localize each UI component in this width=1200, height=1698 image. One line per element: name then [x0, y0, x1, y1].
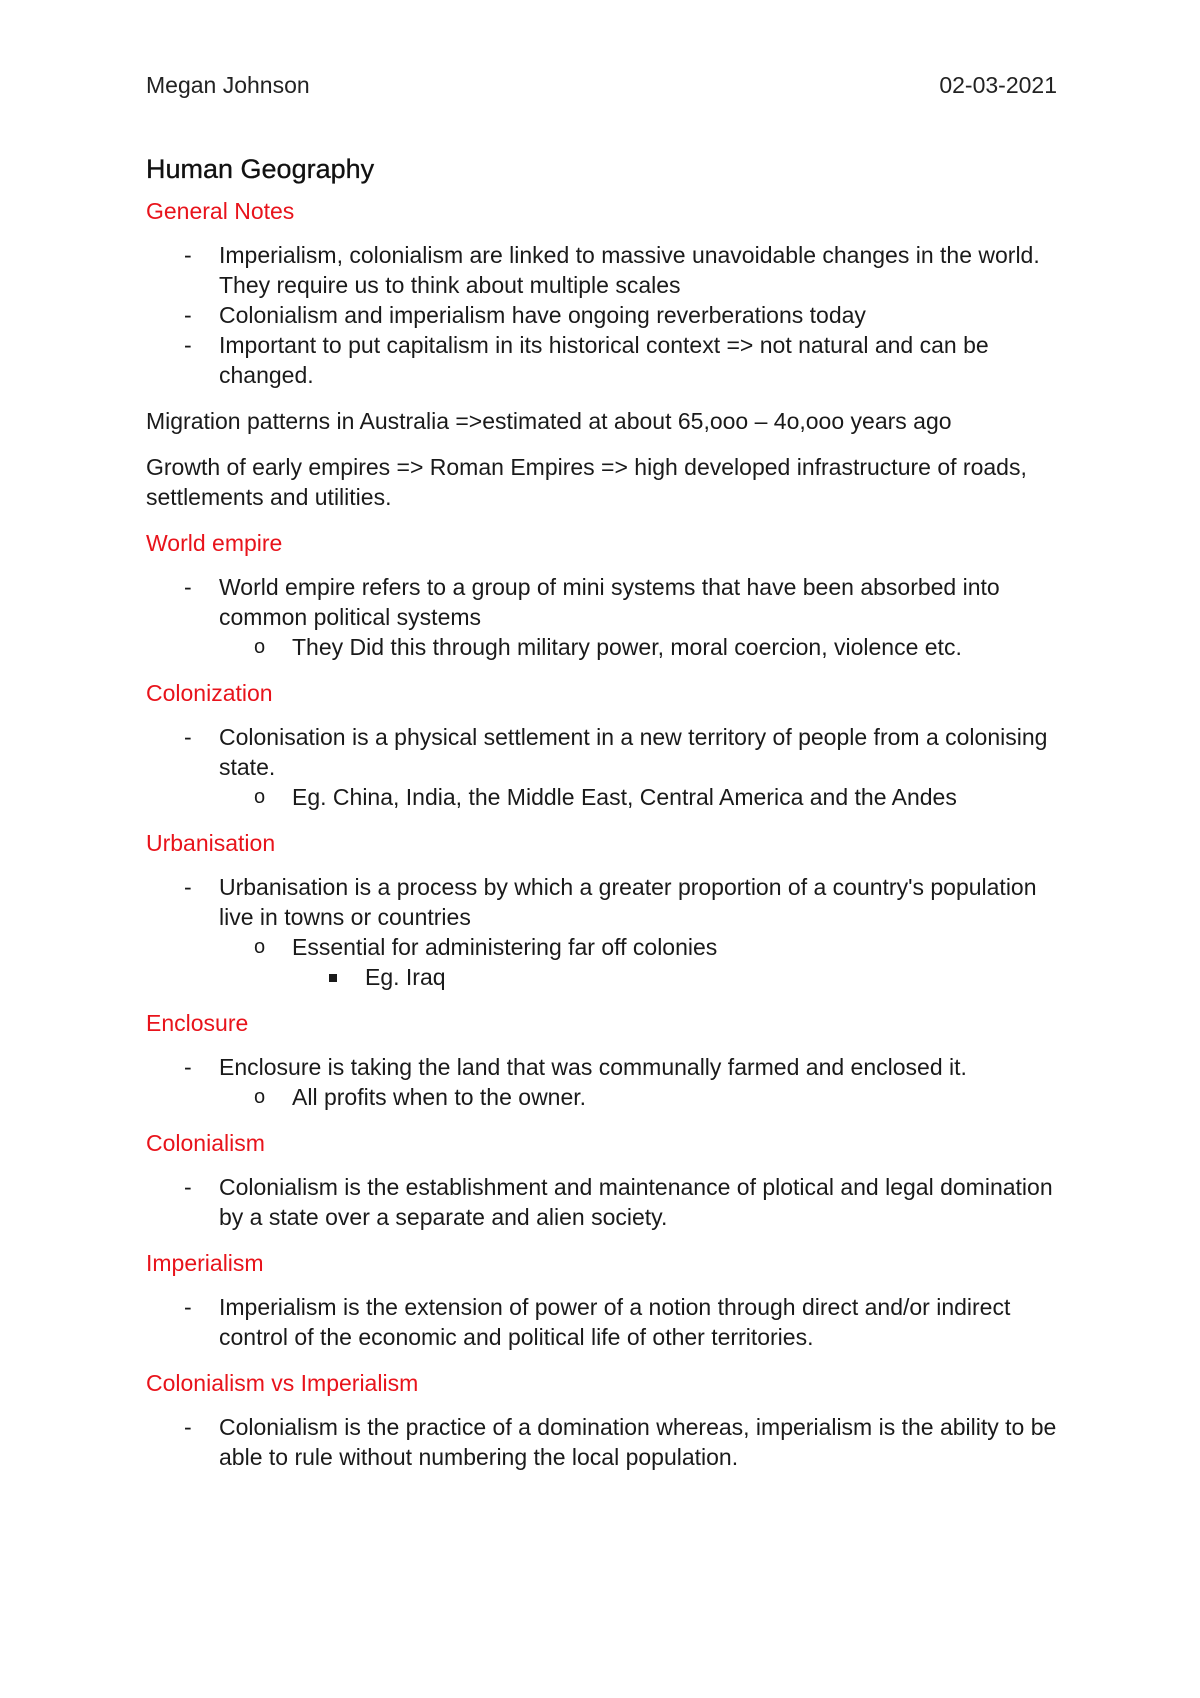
sub-sub-list-item	[292, 962, 1065, 992]
author-name: Megan Johnson	[146, 72, 310, 98]
colonialism-vs-imperialism-list	[146, 1412, 1065, 1472]
urbanisation-list	[146, 872, 1065, 992]
dash-bullet-marker: -	[184, 1414, 192, 1440]
section-heading-urbanisation: Urbanisation	[146, 830, 276, 856]
list-item-text: Important to put capitalism in its historical context => not natural and can be changed.	[219, 332, 989, 388]
migration-paragraph: Migration patterns in Australia =>estimated at about 65,ooo – 4o,ooo years ago	[146, 408, 952, 434]
square-bullet-icon	[329, 974, 337, 982]
list-item-text: World empire refers to a group of mini systems that have been absorbed into common political systems	[219, 574, 1000, 630]
sub-list-item-text: Eg. China, India, the Middle East, Central America and the Andes	[292, 784, 957, 810]
sub-list-item	[219, 782, 1065, 812]
section-heading-colonialism-vs-imperialism: Colonialism vs Imperialism	[146, 1370, 419, 1396]
circle-bullet-marker: o	[254, 636, 266, 658]
list-item	[146, 330, 1065, 390]
list-item	[146, 722, 1065, 812]
section-heading-enclosure: Enclosure	[146, 1010, 249, 1036]
dash-bullet-marker: -	[184, 1174, 192, 1200]
dash-bullet-marker: -	[184, 332, 192, 358]
list-item	[146, 1412, 1065, 1472]
list-item-text: Colonialism is the establishment and maintenance of plotical and legal domination by a state over a separate and alien society.	[219, 1174, 1053, 1230]
circle-bullet-marker: o	[254, 786, 266, 808]
list-item	[146, 240, 1065, 300]
list-item-text: Enclosure is taking the land that was communally farmed and enclosed it.	[219, 1054, 967, 1080]
sub-list-item-text: They Did this through military power, moral coercion, violence etc.	[292, 634, 962, 660]
world-empire-list	[146, 572, 1065, 662]
section-heading-general-notes: General Notes	[146, 198, 295, 224]
sub-list	[219, 932, 1065, 992]
dash-bullet-marker: -	[184, 574, 192, 600]
section-heading-imperialism: Imperialism	[146, 1250, 264, 1276]
sub-list	[219, 782, 1065, 812]
section-heading-colonization: Colonization	[146, 680, 273, 706]
list-item	[146, 1052, 1065, 1112]
dash-bullet-marker: -	[184, 874, 192, 900]
sub-sub-list	[292, 962, 1065, 992]
list-item	[146, 1292, 1065, 1352]
colonization-list	[146, 722, 1065, 812]
dash-bullet-marker: -	[184, 242, 192, 268]
section-heading-world-empire: World empire	[146, 530, 283, 556]
dash-bullet-marker: -	[184, 724, 192, 750]
list-item-text: Imperialism, colonialism are linked to massive unavoidable changes in the world. They require us to think about multiple scales	[219, 242, 1040, 298]
list-item-text: Urbanisation is a process by which a greater proportion of a country's population live in towns or countries	[219, 874, 1037, 930]
sub-list-item	[219, 1082, 1065, 1112]
colonialism-list	[146, 1172, 1065, 1232]
dash-bullet-marker: -	[184, 1054, 192, 1080]
general-notes-list	[146, 240, 1065, 390]
empires-paragraph: Growth of early empires => Roman Empires => high developed infrastructure of roads, settlements and utilities.	[146, 454, 1027, 510]
sub-list-item-text: All profits when to the owner.	[292, 1084, 587, 1110]
list-item-text: Colonisation is a physical settlement in a new territory of people from a colonising state.	[219, 724, 1048, 780]
document-title: Human Geography	[146, 154, 375, 184]
circle-bullet-marker: o	[254, 1086, 266, 1108]
dash-bullet-marker: -	[184, 302, 192, 328]
sub-list-item	[219, 632, 1065, 662]
sub-list-item	[219, 932, 1065, 992]
dash-bullet-marker: -	[184, 1294, 192, 1320]
section-heading-colonialism: Colonialism	[146, 1130, 265, 1156]
list-item-text: Colonialism and imperialism have ongoing reverberations today	[219, 302, 866, 328]
circle-bullet-marker: o	[254, 936, 266, 958]
list-item	[146, 300, 1065, 330]
list-item	[146, 572, 1065, 662]
list-item-text: Imperialism is the extension of power of a notion through direct and/or indirect control of the economic and political life of other territories.	[219, 1294, 1011, 1350]
document-date: 02-03-2021	[939, 72, 1057, 98]
sub-list-item-text: Essential for administering far off colonies	[292, 934, 718, 960]
sub-sub-list-item-text: Eg. Iraq	[365, 964, 446, 990]
list-item	[146, 872, 1065, 992]
page-header	[146, 70, 1057, 100]
list-item-text: Colonialism is the practice of a domination whereas, imperialism is the ability to be able to rule without numbering the local population.	[219, 1414, 1057, 1470]
sub-list	[219, 632, 1065, 662]
sub-list	[219, 1082, 1065, 1112]
enclosure-list	[146, 1052, 1065, 1112]
list-item	[146, 1172, 1065, 1232]
imperialism-list	[146, 1292, 1065, 1352]
